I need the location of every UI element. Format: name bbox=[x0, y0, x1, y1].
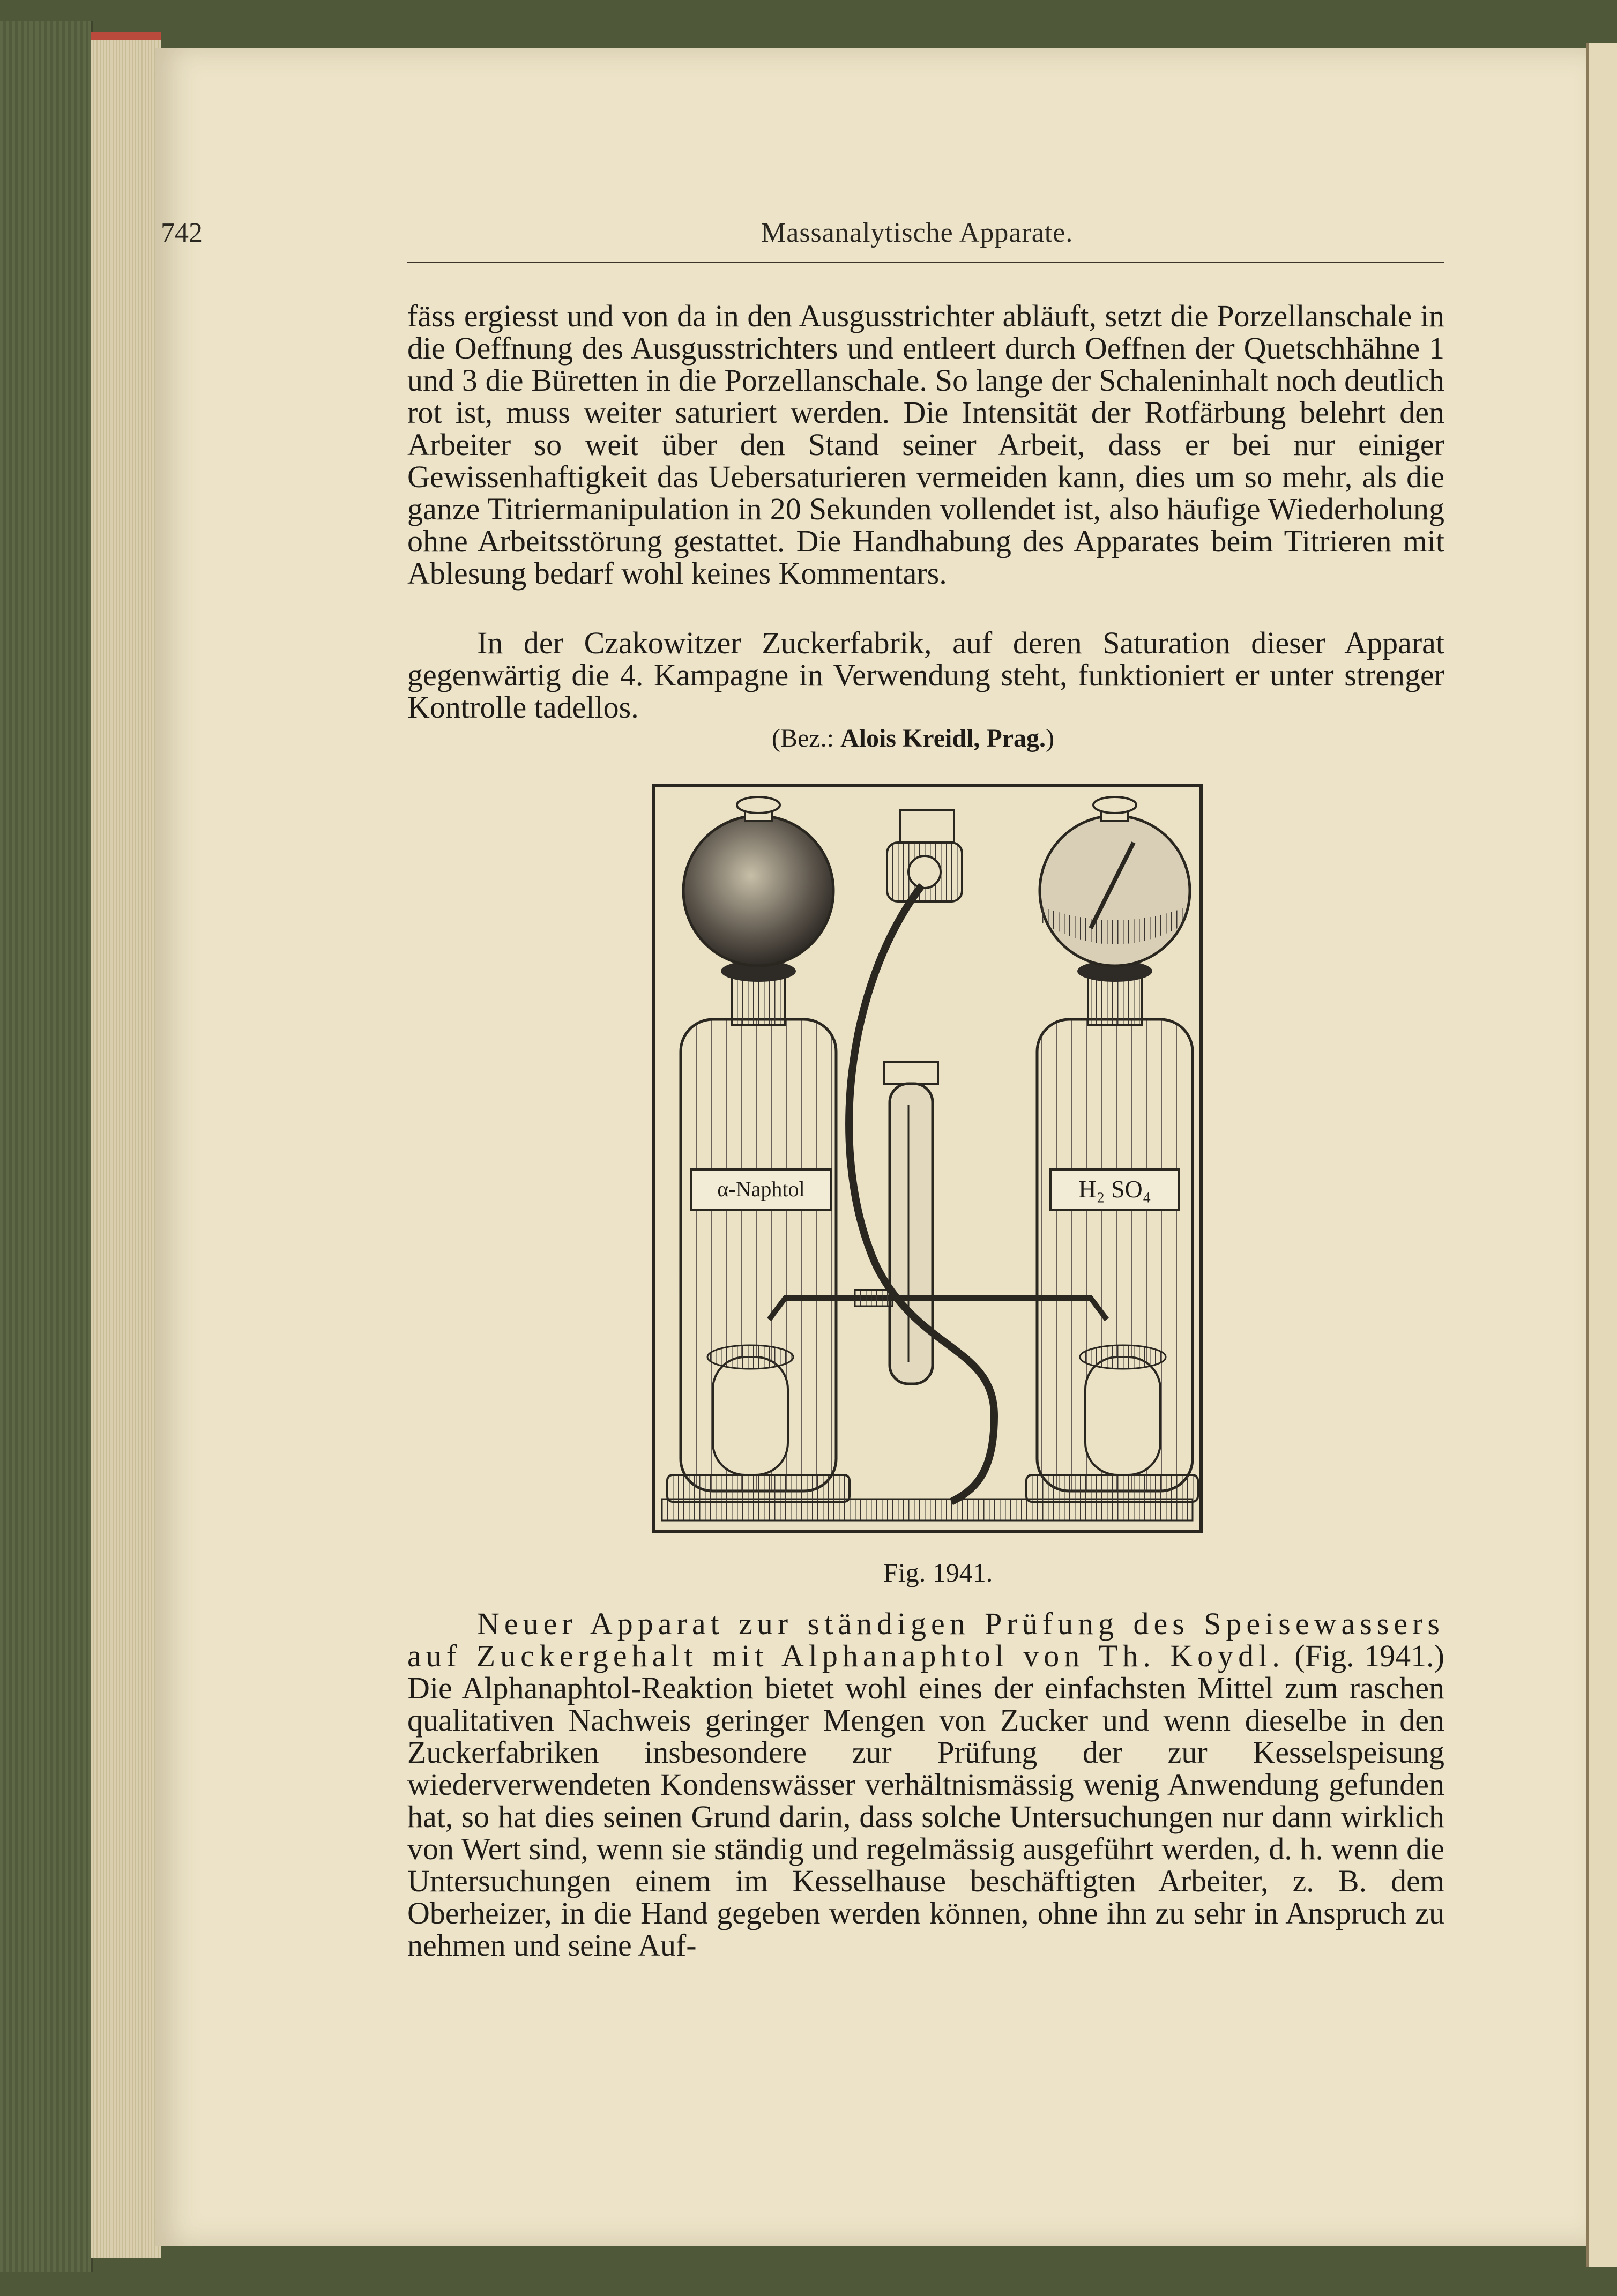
left-bottle bbox=[667, 797, 850, 1502]
paragraph-1: fäss ergiesst und von da in den Ausgusstrichter abläuft, setzt die Porzellanschale in die Oeffnung des Ausgusstrichters und entleert durch Oeffnen der Quetschhähne 1 und 3 die Büretten in die Porzellanschale. So lange der Schaleninhalt noch deutlich rot ist, muss weiter saturiert werden. Die Intensität der Rotfärbung belehrt den Arbeiter so weit über den Stand seiner Arbeit, dass er bei nur einiger Gewissenhaftigkeit das Uebersaturieren vermeiden kann, dies um so mehr, als die ganze Titriermanipulation in 20 Sekunden vollendet ist, also häufige Wiederholung ohne Arbeitsstörung gestattet. Die Handhabung des Apparates beim Titrieren mit Ablesung bedarf wohl keines Kommentars. bbox=[407, 299, 1444, 591]
book-cover-edge bbox=[0, 21, 93, 2272]
paragraph-3 bbox=[407, 1608, 1444, 1962]
header-rule bbox=[407, 262, 1444, 263]
apparatus-illustration bbox=[651, 784, 1203, 1534]
left-bottle-label: α-Naphtol bbox=[717, 1177, 805, 1201]
next-page-edge bbox=[1586, 43, 1617, 2267]
credit-prefix: (Bez.: bbox=[772, 724, 840, 752]
running-title: Massanalytische Apparate. bbox=[761, 218, 1074, 248]
credit-name: Alois Kreidl, Prag. bbox=[840, 724, 1046, 752]
paragraph-3-heading: Neuer Apparat zur ständigen Prüfung des Speisewassers auf Zuckergehalt mit Alphanaphtol von Th. Koydl. bbox=[407, 1606, 1444, 1673]
right-bottle-label: H₂ SO₄ bbox=[1078, 1175, 1151, 1203]
right-bottle bbox=[1026, 797, 1198, 1502]
credit-line bbox=[772, 724, 1054, 753]
paragraph-2: In der Czakowitzer Zuckerfabrik, auf deren Saturation dieser Apparat gegenwärtig die 4. Kampagne in Verwendung steht, funktioniert er unter strenger Kontrolle tadellos. bbox=[407, 625, 1444, 725]
page-number: 742 bbox=[161, 218, 203, 248]
paragraph-3-body: (Fig. 1941.) Die Alphanaphtol-Reaktion bietet wohl eines der einfachsten Mittel zum raschen qualitativen Nachweis geringer Mengen von Zucker und wenn dieselbe in den Zuckerfabriken insbesondere zur Prüfung der zur Kesselspeisung wiederverwendeten Kondenswässer verhältnismässig wenig Anwendung gefunden hat, so hat dies seinen Grund darin, dass solche Untersuchungen nur dann wirklich von Wert sind, wenn sie ständig und regelmässig ausgeführt werden, d. h. wenn die Untersuchungen einem im Kesselhause beschäftigten Arbeiter, z. B. dem Oberheizer, in die Hand gegeben werden können, ohne ihn zu sehr in Anspruch zu nehmen und seine Auf- bbox=[407, 1638, 1444, 1963]
page-edges bbox=[91, 32, 161, 2258]
credit-suffix: ) bbox=[1046, 724, 1055, 752]
figure-caption: Fig. 1941. bbox=[883, 1557, 993, 1587]
